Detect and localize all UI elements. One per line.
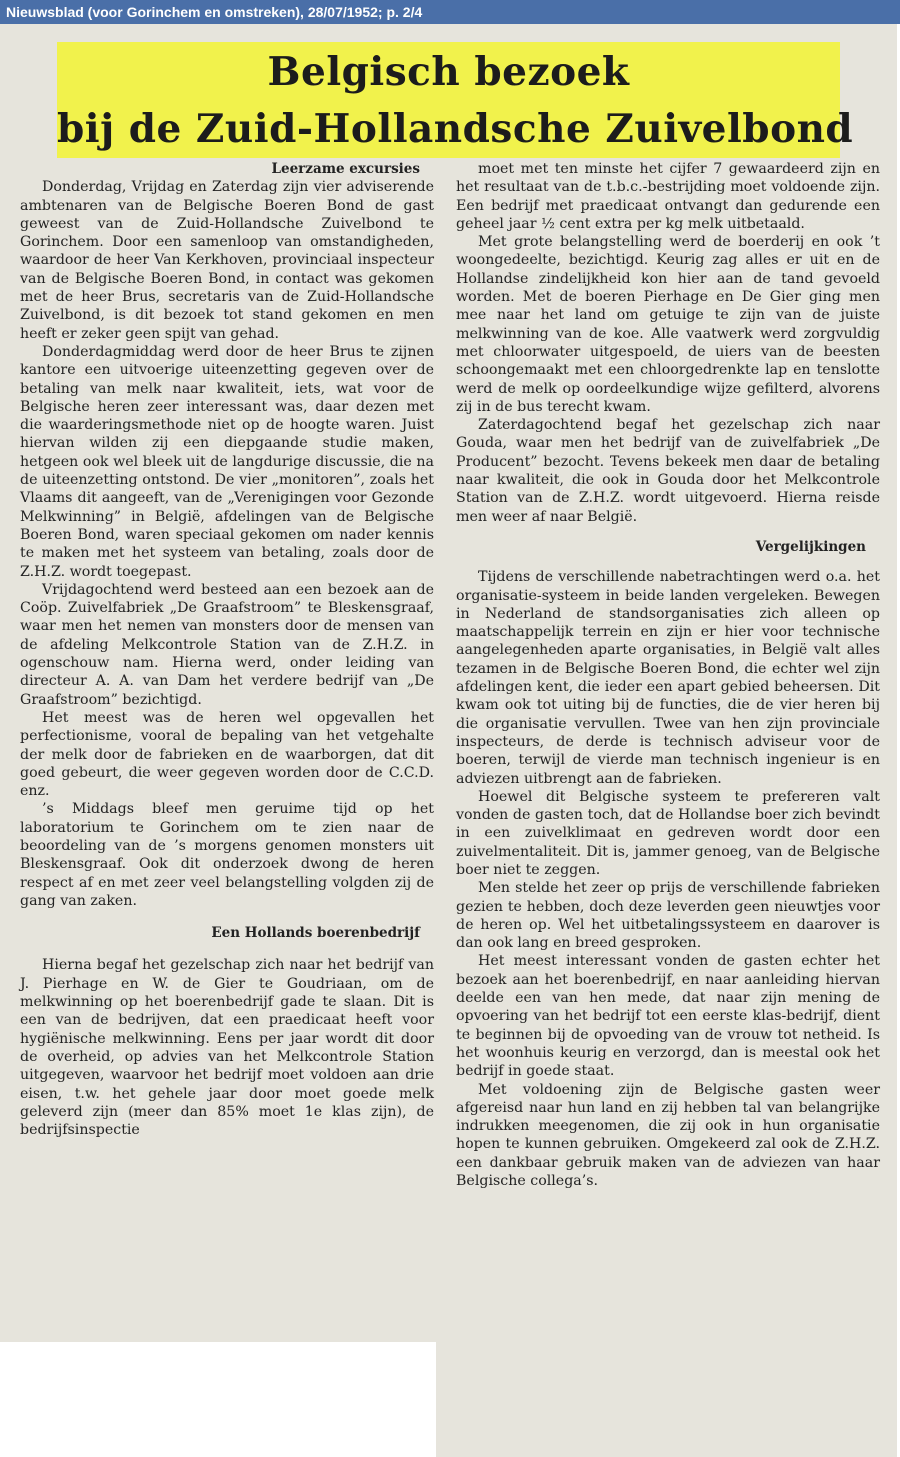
article-paragraph: Donderdag, Vrijdag en Zaterdag zijn vier adviserende ambtenaren van de Belgische Boeren Bond de gast geweest van de Zuid-Hollandsche Zuivelbond te Gorinchem. Door een samenloop van omstandigheden, waardoor de heer Van Kerkhoven, provinciaal inspecteur van de Belgische Boeren Bond, in contact was gekomen met de heer Brus, secretaris van de Zuid-Hollandsche Zuivelbond, is dit bezoek tot stand gekomen en men heeft er zeker geen spijt van gehad. xyxy=(20,179,434,342)
article-paragraph: Donderdagmiddag werd door de heer Brus te zijnen kantore een uitvoerige uiteenzetting gegeven over de betaling van melk naar kwaliteit, iets, wat voor de Belgische heren zeer interessant was, daar dezen met die waarderingsmethode niet op de hoogte waren. Juist hiervan wilden zij een diepgaande studie maken, hetgeen ook wel bleek uit de langdurige discussie, die na de uiteenzetting ontstond. De vier „monitoren”, zoals het Vlaams dit aangeeft, van de „Verenigingen voor Gezonde Melkwinning” in België, afdelingen van de Belgische Boeren Bond, waren speciaal gekomen om nader kennis te maken met het systeem van betaling, zoals door de Z.H.Z. wordt toegepast. xyxy=(20,343,434,580)
column-left-paragraphs xyxy=(20,178,434,910)
article-paragraph: Hierna begaf het gezelschap zich naar het bedrijf van J. Pierhage en W. de Gier te Goudriaan, om de melkwinning op het boerenbedrijf gade te slaan. Dit is een van de bedrijven, dat een praedicaat heeft voor hygiënische melkwinning. Eens per jaar wordt dit door de overheid, op advies van het Melkcontrole Station uitgegeven, waarvoor het bedrijf moet voldoen aan drie eisen, t.w. het gehele jaar door moet goede melk geleverd zijn (meer dan 85% moet 1e klas zijn), de bedrijfsinspectie xyxy=(20,957,434,1139)
article-paragraph: Men stelde het zeer op prijs de verschillende fabrieken gezien te hebben, doch deze leverden geen nieuwtjes voor de heren op. Wel het uitbetalingssysteem en daarover is dan ook lang en breed gesproken. xyxy=(456,880,880,952)
article-column-right xyxy=(456,160,880,1190)
article-paragraph: Vrijdagochtend werd besteed aan een bezoek aan de Coöp. Zuivelfabriek „De Graafstroom” te Bleskensgraaf, waar men het nemen van monsters door de mensen van de afdeling Melkcontrole Station van de Z.H.Z. in ogenschouw nam. Hierna werd, onder leiding van directeur A. A. van Dam het verdere bedrijf van „De Graafstroom” bezichtigd. xyxy=(20,581,434,708)
column-right-paragraphs-b xyxy=(456,568,880,1190)
subheading-leerzame-excursies: Leerzame excursies xyxy=(271,161,420,177)
headline-line-2: bij de Zuid-Hollandsche Zuivelbond xyxy=(57,106,854,152)
column-left-paragraphs-b xyxy=(20,956,434,1139)
blank-area xyxy=(0,1342,436,1457)
column-right-paragraphs xyxy=(456,160,880,526)
article-paragraph: Het meest interessant vonden de gasten echter het bezoek aan het boerenbedrijf, en naar aanleiding hiervan deelde een van hen mede, dat naar zijn mening de opvoering van het bedrijf tot een eerste klas-bedrijf, dient te beginnen bij de opvoeding van de vrouw tot netheid. Is het woonhuis keurig en verzorgd, dan is meestal ook het bedrijf in goede staat. xyxy=(456,953,880,1080)
article-paragraph: moet met ten minste het cijfer 7 gewaardeerd zijn en het resultaat van de t.b.c.-bestrijding moet voldoende zijn. Een bedrijf met praedicaat ontvangt dan gedurende een geheel jaar ½ cent extra per kg melk uitbetaald. xyxy=(456,161,880,232)
article-paragraph: Met grote belangstelling werd de boerderij en ook ’t woongedeelte, bezichtigd. Keurig zag alles er uit en de Hollandse zindelijkheid kon hier aan de tand gevoeld worden. Met de boeren Pierhage en De Gier ging men mee naar het land om getuige te zijn van de juiste melkwinning van de koe. Alle vaatwerk werd zorgvuldig met chloorwater uitgespoeld, de uiers van de beesten schoongemaakt met een chloorgedrenkte lap en tenslotte werd de melk op oordeelkundige wijze gefilterd, alvorens zij in de bus terecht kwam. xyxy=(456,234,880,415)
article-paragraph: Het meest was de heren wel opgevallen het perfectionisme, vooral de bepaling van het vetgehalte der melk door de fabrieken en de waarborgen, dat dit goed gebeurt, die weer gegeven worden door de C.C.D. enz. xyxy=(20,709,434,800)
window-title: Nieuwsblad (voor Gorinchem en omstreken), 28/07/1952; p. 2/4 xyxy=(0,0,900,24)
article-paragraph: Hoewel dit Belgische systeem te prefereren valt vonden de gasten toch, dat de Hollandse boer zich bevindt in een zuivelklimaat en gedreven wordt door een zuivelmentaliteit. Dit is, jammer genoeg, van de Belgische boer niet te zeggen. xyxy=(456,788,880,878)
subheading-hollands-boerenbedrijf: Een Hollands boerenbedrijf xyxy=(211,925,420,942)
subheading-vergelijkingen: Vergelijkingen xyxy=(755,538,866,555)
article-paragraph: Met voldoening zijn de Belgische gasten weer afgereisd naar hun land en zij hebben tal van belangrijke indrukken meegenomen, die zij ook in hun organisatie hopen te kunnen gebruiken. Omgekeerd zal ook de Z.H.Z. een dankbaar gebruik maken van de adviezen van haar Belgische collega’s. xyxy=(456,1081,880,1190)
article-paragraph: Zaterdagochtend begaf het gezelschap zich naar Gouda, waar men het bedrijf van de zuivelfabriek „De Producent” bezocht. Tevens bekeek men daar de betaling naar kwaliteit, die ook in Gouda door het Melkcontrole Station van de Z.H.Z. wordt uitgevoerd. Hierna reisde men weer af naar België. xyxy=(456,417,880,525)
article-column-left xyxy=(20,160,434,1139)
article-paragraph: ’s Middags bleef men geruime tijd op het laboratorium te Gorinchem om te zien naar de beoordeling van de ’s morgens genomen monsters uit Bleskensgraaf. Ook dit onderzoek dwong de heren respect af en met zeer veel belangstelling volgden zij de gang van zaken. xyxy=(20,801,434,909)
article-paragraph: Tijdens de verschillende nabetrachtingen werd o.a. het organisatie-systeem in beide landen vergeleken. Bewegen in Nederland de standsorganisaties zich alleen op maatschappelijk terrein en zijn er hier voor technische aangelegenheden aparte organisaties, in België valt alles tezamen in de Belgische Boeren Bond, die echter wel zijn afdelingen kent, die ieder een apart gebied beheersen. Dit kwam ook tot uiting bij de functies, die de vier heren bij die organisatie vervullen. Twee van hen zijn provinciale inspecteurs, de derde is technisch adviseur voor de boeren, terwijl de vierde man technisch ingenieur is en adviezen uitbrengt aan de fabrieken. xyxy=(456,569,880,787)
headline-line-1: Belgisch bezoek xyxy=(267,49,630,95)
